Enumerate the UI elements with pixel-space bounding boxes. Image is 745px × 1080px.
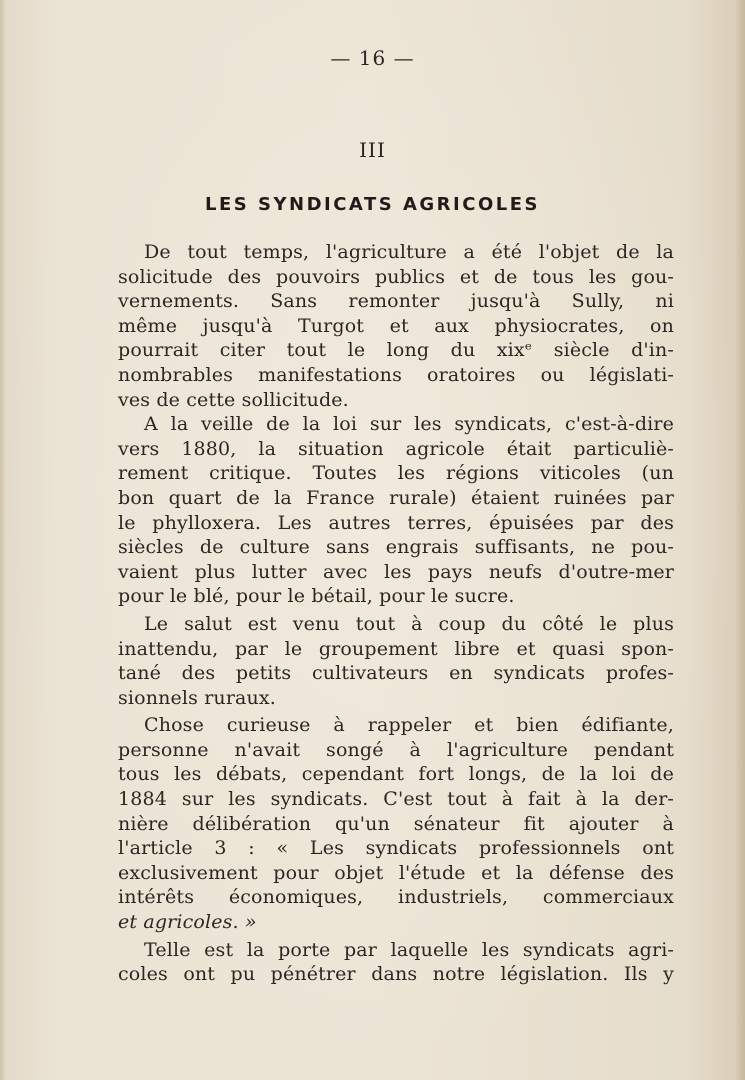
text-line: le phylloxera. Les autres terres, épuisées par des [118,511,674,534]
text-line: sionnels ruraux. [118,686,276,709]
text-line: siècles de culture sans engrais suffisants, ne pou- [118,536,674,559]
text-line: vaient plus lutter avec les pays neufs d'outre-mer [118,560,674,583]
text-line: Le salut est venu tout à coup du côté le plus [144,612,674,635]
text-line: vers 1880, la situation agricole était particuliè- [118,437,674,460]
text-line: Telle est la porte par laquelle les syndicats agri- [144,938,674,961]
text-line: intérêts économiques, industriels, commerciaux [118,886,674,909]
text-line: solicitude des pouvoirs publics et de tous les gou- [118,265,674,288]
body-text [118,240,674,987]
text-line: tous les débats, cependant fort longs, de la loi de [118,763,674,786]
text-line: exclusivement pour objet l'étude et la défense des [118,861,674,884]
text-line: Chose curieuse à rappeler et bien édifiante, [144,714,674,737]
text-line: bon quart de la France rurale) étaient ruinées par [118,486,674,509]
text-line: nière délibération qu'un sénateur fit ajouter à [118,812,674,835]
text-line: nombrables manifestations oratoires ou législati- [118,363,674,386]
text-line: rement critique. Toutes les régions viticoles (un [118,462,674,485]
text-line: A la veille de la loi sur les syndicats, c'est-à-dire [144,413,674,436]
text-line: inattendu, par le groupement libre et quasi spon- [118,637,674,660]
text-line: ves de cette sollicitude. [118,388,349,411]
page-edge-right [735,0,745,1080]
text-line: pour le blé, pour le bétail, pour le sucre. [118,585,515,608]
chapter-title: LES SYNDICATS AGRICOLES [205,194,540,215]
page-edge-left [0,0,6,1080]
text-line: coles ont pu pénétrer dans notre législation. Ils y [118,963,674,986]
text-line: l'article 3 : « Les syndicats professionnels ont [118,837,674,860]
text-line: pourrait citer tout le long du xixᵉ siècle d'in- [118,339,674,362]
text-line: tané des petits cultivateurs en syndicats profes- [118,662,674,685]
chapter-number: III [359,138,386,162]
text-line: 1884 sur les syndicats. C'est tout à fait à la der- [118,788,674,811]
text-line: personne n'avait songé à l'agriculture pendant [118,738,674,761]
text-line: vernements. Sans remonter jusqu'à Sully, ni [118,290,674,313]
page-number: — 16 — [330,46,415,70]
text-line: même jusqu'à Turgot et aux physiocrates, on [118,314,674,337]
text-line: et agricoles. » [118,911,257,934]
text-line: De tout temps, l'agriculture a été l'objet de la [144,241,674,263]
